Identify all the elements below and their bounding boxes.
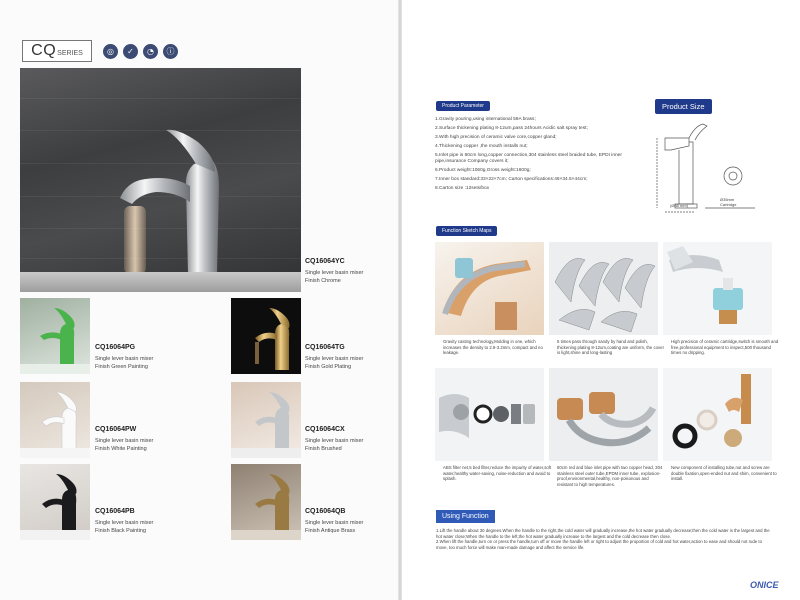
product-caption-yc [305, 258, 363, 285]
photo-brushed-mixer [231, 382, 301, 458]
photo-installation-parts [663, 368, 772, 461]
chrome-faucet-icon [20, 68, 301, 292]
drawing-ref: (Ø35 mm) [670, 203, 688, 208]
using-step: 2.When lift the handle,turn on or press the handle,turn off or move the handle left or right to adjust the proportion of cold and hot water,action to ease and should not rude to move, too much force will make man-made damage and affect the service life. [436, 539, 762, 550]
product-code: CQ16064PW [95, 426, 137, 433]
function-caption: Gravity casting technology,Molding in one, which increases the density to 2.9-3.2mm, compact and no leakage. [443, 339, 543, 355]
photo-aerator-parts [435, 368, 544, 461]
product-code: CQ16064QB [305, 508, 346, 515]
function-caption: 5 times pass through sandy by hand and polish, thickening plating 8-12um,coating are uniform, the cover is light,shine and long-lasting [557, 339, 665, 355]
book-spine [398, 0, 402, 600]
product-code: CQ16064YC [305, 258, 345, 265]
photo-green-mixer [20, 298, 90, 374]
function-caption: ABS filter net,5 bed filter,reduce the impurity of water,soft water,healthy water-saving, noise-reduction and avoid to splash. [443, 465, 552, 481]
using-instructions [436, 528, 771, 550]
product-finish: Finish Brushed [305, 446, 342, 452]
param-item: 3.With high precision of ceramic valve core,copper gland; [435, 134, 557, 140]
using-step: 1.Lift the handle about 30 degrees.When the handle to the right,the cold water will gradually increase,the hot water gradually decrease;then the cold water is the largest and the hot water close;When the handle to the left,the hot water gradually increase to the largest and the cold decrease then close. [436, 528, 770, 539]
param-item: 2.Surface thickening plating 8-12um,pass 24hours Acidic salt spray test; [435, 125, 588, 131]
series-title [22, 40, 92, 62]
dimension-drawing-icon [645, 116, 760, 216]
product-finish: Finish White Painting [95, 446, 147, 452]
product-type: Single lever basin mixer [305, 438, 364, 444]
function-caption: New component of installing tube,nut and screw are double fixation,open-ended nut and shim, convenient to install. [671, 465, 777, 481]
param-item: 4.Thickening copper ,the mouth installs nut; [435, 143, 528, 149]
photo-antique-brass-mixer [231, 464, 301, 540]
photo-white-mixer [20, 382, 90, 458]
product-type: Single lever basin mixer [305, 520, 364, 526]
product-caption-pg [95, 344, 153, 371]
product-finish: Finish Antique Brass [305, 528, 356, 534]
using-function-label: Using Function [436, 510, 495, 523]
product-code: CQ16064CX [305, 426, 345, 433]
parameter-list [435, 117, 650, 195]
function-caption: 60cm red and blue inlet pipe with two copper head, 304 stainless steel outer tube,EPDM inner tube, explosion-proof,environmental,healthy, non-poisonous and resistant to high temperatures. [557, 465, 663, 487]
product-caption-cx [305, 426, 363, 453]
series-prefix: CQ [31, 42, 57, 59]
product-type: Single lever basin mixer [95, 520, 154, 526]
product-caption-pb [95, 508, 153, 535]
drawing-cartridge: Cartridge [720, 202, 737, 207]
product-finish: Finish Gold Plating [305, 364, 352, 370]
pressure-icon: ◔ [143, 44, 158, 59]
product-type: Single lever basin mixer [95, 356, 154, 362]
product-code: CQ16064PB [95, 508, 135, 515]
param-item: 7.Inner box standard:33×22×7cm; Carton specifications:46×34.5×44cm; [435, 176, 588, 182]
product-type: Single lever basin mixer [305, 356, 364, 362]
product-size-label: Product Size [655, 99, 712, 114]
certification-icons [103, 44, 178, 59]
function-sketch-label: Function Sketch Maps [436, 226, 497, 236]
photo-polishing-handles [549, 242, 658, 335]
param-item: 6.Product weight:1060g,Gross weight:1600g; [435, 167, 531, 173]
photo-black-mixer [20, 464, 90, 540]
water-saving-icon: ◎ [103, 44, 118, 59]
photo-gold-mixer [231, 298, 301, 374]
param-item: 5.Inlet pipe is 60cm long,copper connection,304 stainless steel braided tube, EPDI inner pipe,insurance Company covers it; [435, 152, 622, 165]
quality-icon: ✓ [123, 44, 138, 59]
brand-logo: ONICE [750, 580, 779, 590]
product-code: CQ16064PG [95, 344, 136, 351]
drawing-cartridge-labels [720, 197, 736, 207]
product-caption-pw [95, 426, 153, 453]
product-type: Single lever basin mixer [305, 270, 364, 276]
product-finish: Finish Green Painting [95, 364, 148, 370]
product-caption-tg [305, 344, 363, 371]
product-finish: Finish Chrome [305, 278, 341, 284]
photo-casting-cutaway [435, 242, 544, 335]
drawing-labels [670, 203, 688, 208]
product-parameter-label: Product Parameter [436, 101, 490, 111]
thermo-icon: ⓘ [163, 44, 178, 59]
product-type: Single lever basin mixer [95, 438, 154, 444]
param-item: 1.Gravity pouring,using international 59A brass; [435, 117, 536, 122]
function-caption: High precision of ceramic cartridge,switch is smooth and free,professional equipment to inspect,500 thousand times no dripping. [671, 339, 779, 355]
series-suffix: SERIES [57, 50, 83, 57]
param-item: 8.Carton size :12sets/box [435, 185, 490, 191]
drawing-diameter: Ø35mm [720, 197, 735, 202]
photo-ceramic-cartridge [663, 242, 772, 335]
hero-photo-chrome-mixer [20, 68, 301, 292]
photo-braided-hoses [549, 368, 658, 461]
product-finish: Finish Black Painting [95, 528, 147, 534]
counter-top [20, 272, 301, 292]
product-code: CQ16064TG [305, 344, 345, 351]
product-caption-qb [305, 508, 363, 535]
